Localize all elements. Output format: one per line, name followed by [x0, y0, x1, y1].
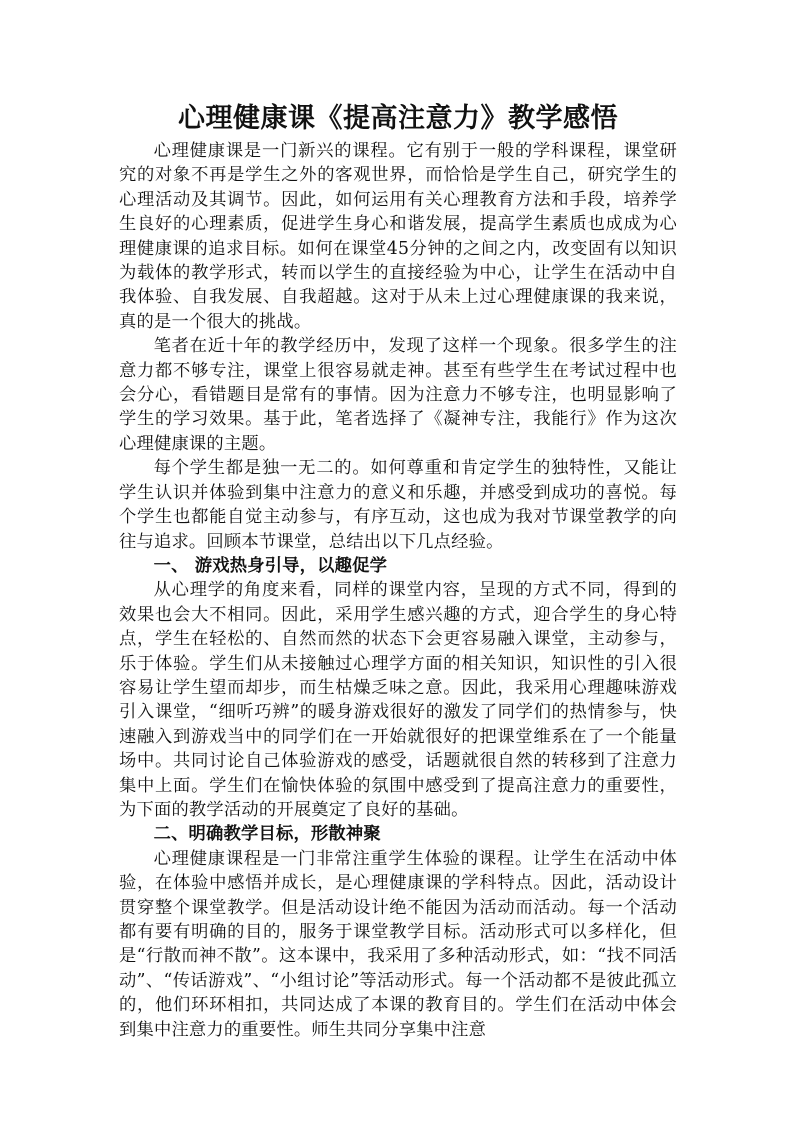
paragraph-section-1: 从心理学的角度来看，同样的课堂内容，呈现的方式不同，得到的效果也会大不相同。因此，采用学生感兴趣的方式，迎合学生的身心特点，学生在轻松的、自然而然的状态下会更容易融入课堂，主动参与，乐于体验。学生们从未接触过心理学方面的相关知识，知识性的引入很容易让学生望而却步，而生枯燥乏味之意。因此，我采用心理趣味游戏引入课堂，“细听巧辨”的暖身游戏很好的激发了同学们的热情参与，快速融入到游戏当中的同学们在一开始就很好的把课堂维系在了一个能量场中。共同讨论自己体验游戏的感受，话题就很自然的转移到了注意力集中上面。学生们在愉快体验的氛围中感受到了提高注意力的重要性，为下面的教学活动的开展奠定了良好的基础。 [119, 580, 677, 820]
paragraph-goals: 每个学生都是独一无二的。如何尊重和肯定学生的独特性，又能让学生认识并体验到集中注意力的意义和乐趣，并感受到成功的喜悦。每个学生也都能自觉主动参与，有序互动，这也成为我对节课堂教学的向往与追求。回顾本节课堂，总结出以下几点经验。 [119, 458, 677, 552]
paragraph-section-2: 心理健康课程是一门非常注重学生体验的课程。让学生在活动中体验，在体验中感悟并成长，是心理健康课的学科特点。因此，活动设计贯穿整个课堂教学。但是活动设计绝不能因为活动而活动。每一个活动都有要有明确的目的，服务于课堂教学目标。活动形式可以多样化，但是“行散而神不散”。这本课中，我采用了多种活动形式，如：“找不同活动”、“传话游戏”、“小组讨论”等活动形式。每一个活动都不是彼此孤立的，他们环环相扣，共同达成了本课的教育目的。学生们在活动中体会到集中注意力的重要性。师生共同分享集中注意 [119, 848, 677, 1040]
paragraph-intro: 心理健康课是一门新兴的课程。它有别于一般的学科课程，课堂研究的对象不再是学生之外的客观世界，而恰恰是学生自己，研究学生的心理活动及其调节。因此，如何运用有关心理教育方法和手段，培养学生良好的心理素质，促进学生身心和谐发展，提高学生素质也成成为心理健康课的追求目标。如何在课堂45分钟的之间之内，改变固有以知识为载体的教学形式，转而以学生的直接经验为中心，让学生在活动中自我体验、自我发展、自我超越。这对于从未上过心理健康课的我来说，真的是一个很大的挑战。 [119, 141, 677, 332]
paragraph-background: 笔者在近十年的教学经历中，发现了这样一个现象。很多学生的注意力都不够专注，课堂上很容易就走神。甚至有些学生在考试过程中也会分心，看错题目是常有的事情。因为注意力不够专注，也明显影响了学生的学习效果。基于此，笔者选择了《凝神专注，我能行》作为这次心理健康课的主题。 [119, 336, 677, 454]
section-heading-2: 二、明确教学目标，形散神聚 [153, 824, 381, 845]
document-body [119, 101, 677, 1042]
section-heading-1: 一、 游戏热身引导，以趣促学 [153, 555, 388, 576]
document-title: 心理健康课《提高注意力》教学感悟 [178, 103, 618, 134]
